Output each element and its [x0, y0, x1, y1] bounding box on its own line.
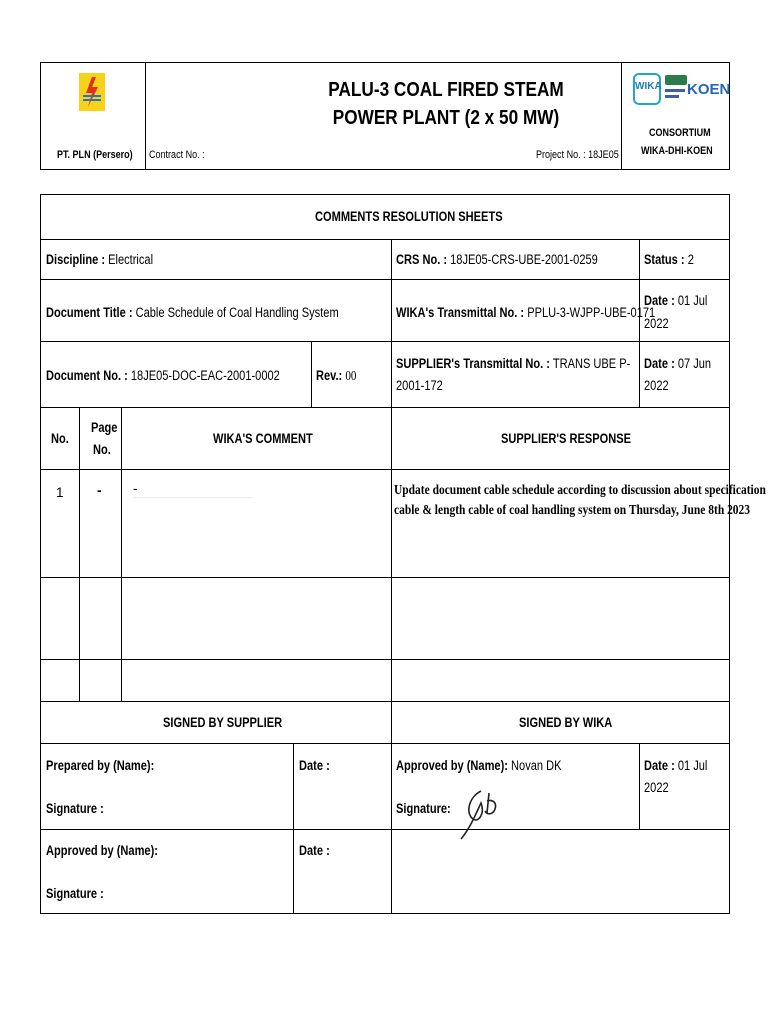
signed-by-supplier: SIGNED BY SUPPLIER	[163, 715, 283, 730]
project-title-line2: POWER PLANT (2 x 50 MW)	[332, 107, 560, 129]
handwritten-signature	[451, 783, 511, 843]
row-wika-comment: -	[133, 481, 253, 498]
wika-transmittal-no: WIKA's Transmittal No. : PPLU-3-WJPP-UBE-0171	[396, 305, 656, 320]
date-supplier-year: 2022	[644, 378, 669, 393]
approved-date-label: Date :	[299, 843, 330, 858]
col-wika-comment-header: WIKA'S COMMENT	[213, 431, 313, 446]
discipline: Discipline : Electrical	[46, 252, 154, 267]
approved-signature-label: Signature :	[46, 886, 104, 901]
supplier-transmittal-no-cont: 2001-172	[396, 378, 443, 393]
signed-by-wika: SIGNED BY WIKA	[519, 715, 613, 730]
row-page: -	[97, 483, 102, 498]
revision: Rev.: 00	[316, 368, 357, 383]
wika-logo-text: WIKA	[635, 81, 662, 92]
document-title: Document Title : Cable Schedule of Coal Handling System	[46, 305, 339, 320]
comments-resolution-form	[40, 194, 766, 914]
divider	[145, 63, 146, 169]
col-no-header: No.	[51, 431, 69, 446]
prepared-date-label: Date :	[299, 758, 330, 773]
date-transmittal: Date : 01 Jul	[644, 293, 708, 308]
row-supplier-response-cont: cable & length cable of coal handling system on Thursday, June 8th 2023	[394, 503, 751, 518]
date-transmittal-year: 2022	[644, 316, 669, 331]
status: Status : 2	[644, 252, 694, 267]
row-supplier-response: Update document cable schedule according to discussion about specification	[394, 483, 766, 498]
date-supplier: Date : 07 Jun	[644, 356, 712, 371]
approved-by-label: Approved by (Name):	[46, 843, 158, 858]
wika-approval-date: Date : 01 Jul	[644, 758, 708, 773]
contract-no: Contract No. :	[149, 149, 205, 161]
project-title-line1: PALU-3 COAL FIRED STEAM	[328, 79, 564, 101]
koen-logo-text: KOEN	[687, 81, 731, 98]
row-no: 1	[56, 485, 64, 500]
prepared-by-label: Prepared by (Name):	[46, 758, 155, 773]
col-page-header: Page	[91, 420, 118, 435]
col-page-header-b: No.	[93, 442, 111, 457]
col-supplier-response-header: SUPPLIER'S RESPONSE	[501, 431, 631, 446]
wika-approved-by: Approved by (Name): Novan DK	[396, 758, 562, 773]
supplier-transmittal-no: SUPPLIER's Transmittal No. : TRANS UBE P-	[396, 356, 631, 371]
divider	[621, 63, 622, 169]
crs-no: CRS No. : 18JE05-CRS-UBE-2001-0259	[396, 252, 598, 267]
company-name: PT. PLN (Persero)	[57, 149, 133, 161]
project-no: Project No. : 18JE05	[536, 149, 619, 161]
pln-logo	[79, 73, 105, 111]
wika-signature-label: Signature:	[396, 801, 451, 816]
consortium-members: WIKA-DHI-KOEN	[641, 145, 713, 157]
document-no: Document No. : 18JE05-DOC-EAC-2001-0002	[46, 368, 280, 383]
sheet-title: COMMENTS RESOLUTION SHEETS	[315, 209, 503, 224]
consortium-label: CONSORTIUM	[649, 127, 711, 139]
document-header	[40, 62, 730, 170]
consortium-logo	[633, 71, 731, 111]
wika-approval-date-year: 2022	[644, 780, 669, 795]
prepared-signature-label: Signature :	[46, 801, 104, 816]
